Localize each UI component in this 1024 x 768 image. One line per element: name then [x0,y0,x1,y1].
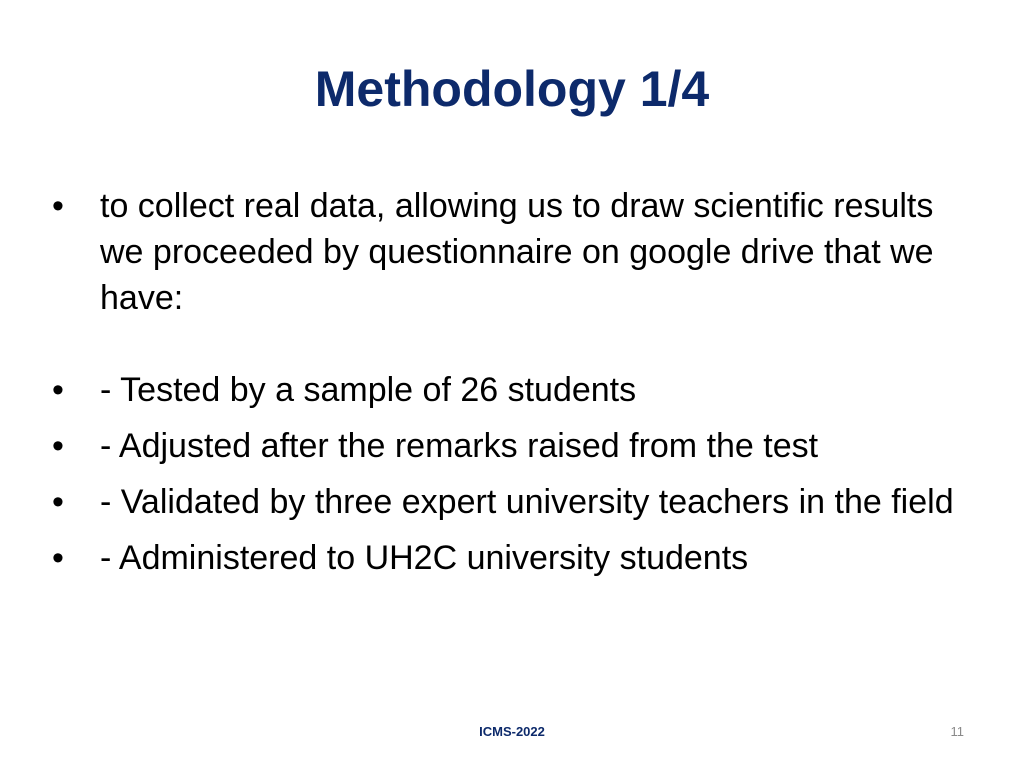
bullet-marker: • [52,371,64,409]
bullet-text: - Adjusted after the remarks raised from the test [100,427,819,465]
footer-text: ICMS-2022 [479,724,545,739]
bullet-marker: • [52,187,64,225]
page-number: 11 [950,724,964,739]
bullet-list [52,183,972,591]
bullet-text: to collect real data, allowing us to draw scientific results we proceeded by questionnaire on google drive that we have: [100,187,934,317]
bullet-item [52,183,972,321]
bullet-text: - Administered to UH2C university students [100,539,749,577]
bullet-item [52,423,972,469]
bullet-text: - Validated by three expert university teachers in the field [100,483,954,521]
bullet-text: - Tested by a sample of 26 students [100,371,637,409]
slide-title: Methodology 1/4 [314,61,710,117]
bullet-marker: • [52,483,64,521]
bullet-marker: • [52,427,64,465]
bullet-item [52,367,972,413]
bullet-item [52,479,972,525]
bullet-marker: • [52,539,64,577]
bullet-item [52,535,972,581]
